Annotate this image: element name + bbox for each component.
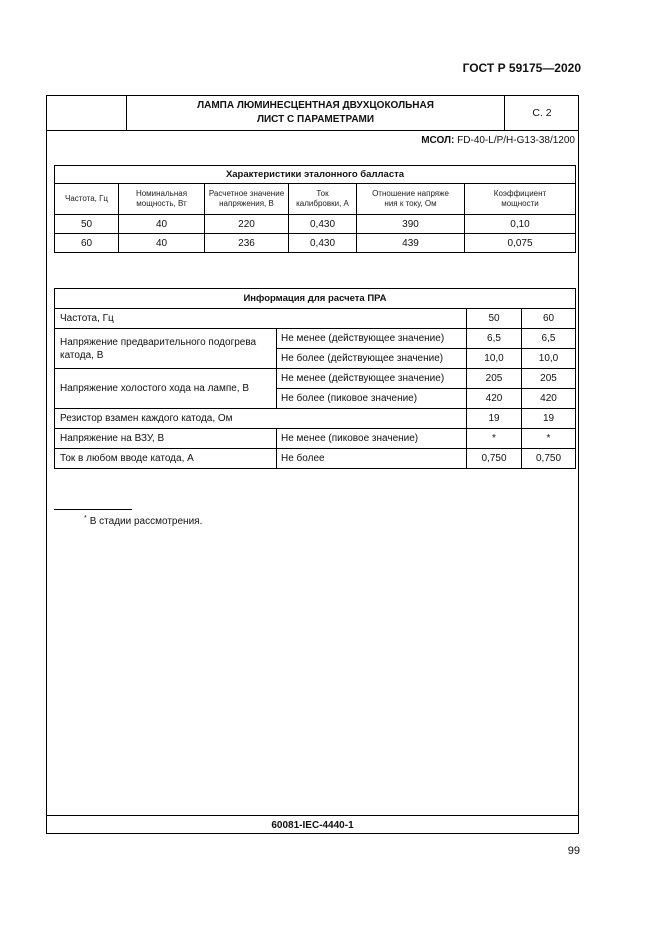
ballast-table-title: Характеристики эталонного балласта — [55, 166, 576, 184]
msol-value: FD-40-L/P/H-G13-38/1200 — [454, 135, 575, 146]
table-row — [55, 429, 576, 449]
col-header-power — [119, 184, 205, 215]
condition-cell: Не менее (пиковое значение) — [277, 429, 467, 449]
table-row — [55, 449, 576, 469]
footnote-divider — [54, 509, 132, 510]
header-line: напряжения, В — [219, 199, 274, 208]
table-row — [55, 309, 576, 329]
table-row — [55, 234, 576, 253]
table-cell: 40 — [119, 215, 205, 234]
table-row — [55, 369, 576, 389]
value-cell: * — [467, 429, 522, 449]
value-cell: 0,750 — [522, 449, 576, 469]
col-header-voltage — [205, 184, 289, 215]
footnote-mark: * — [84, 515, 87, 522]
open-circuit-voltage-label: Напряжение холостого хода на лампе, В — [55, 369, 277, 409]
value-cell: 6,5 — [467, 329, 522, 349]
header-line: Коэффициент — [493, 189, 547, 198]
footnote-text: В стадии рассмотрения. — [89, 516, 203, 527]
header-line: Отношение напряже — [372, 189, 449, 198]
header-line: калибровки, А — [296, 199, 349, 208]
value-cell: 420 — [467, 389, 522, 409]
ballast-table-header — [55, 184, 576, 215]
col-header-current — [289, 184, 357, 215]
sheet-frame — [46, 95, 579, 834]
vzu-voltage-label: Напряжение на ВЗУ, В — [55, 429, 277, 449]
table-cell: 0,10 — [465, 215, 576, 234]
value-cell: 19 — [522, 409, 576, 429]
header-line: мощности — [501, 199, 539, 208]
pra-table-title: Информация для расчета ПРА — [55, 289, 576, 309]
footnote — [84, 515, 202, 527]
table-cell: 0,430 — [289, 215, 357, 234]
frequency-label: Частота, Гц — [55, 309, 467, 329]
table-row — [55, 329, 576, 349]
condition-cell: Не менее (действующее значение) — [277, 329, 467, 349]
value-cell: 10,0 — [467, 349, 522, 369]
footer-code: 60081-IEC-4440-1 — [47, 815, 578, 834]
sheet-page: С. 2 — [532, 107, 552, 119]
frequency-50: 50 — [467, 309, 522, 329]
header-line: мощность, Вт — [136, 199, 187, 208]
table-cell: 50 — [55, 215, 119, 234]
value-cell: 420 — [522, 389, 576, 409]
sheet-title-line1: ЛАМПА ЛЮМИНЕСЦЕНТНАЯ ДВУХЦОКОЛЬНАЯ — [197, 100, 434, 111]
condition-cell: Не менее (действующее значение) — [277, 369, 467, 389]
cathode-current-label: Ток в любом вводе катода, А — [55, 449, 277, 469]
table-cell: 236 — [205, 234, 289, 253]
msol-designation — [421, 135, 575, 146]
table-cell: 0,075 — [465, 234, 576, 253]
value-cell: 0,750 — [467, 449, 522, 469]
pra-table — [54, 288, 576, 469]
table-cell: 40 — [119, 234, 205, 253]
table-cell: 390 — [357, 215, 465, 234]
table-cell: 220 — [205, 215, 289, 234]
table-row — [55, 215, 576, 234]
value-cell: 10,0 — [522, 349, 576, 369]
resistor-label: Резистор взамен каждого катода, Ом — [55, 409, 467, 429]
value-cell: 205 — [522, 369, 576, 389]
col-header-ratio — [357, 184, 465, 215]
value-cell: * — [522, 429, 576, 449]
preheat-voltage-label: Напряжение предварительного подогрева катода, В — [55, 329, 277, 369]
frequency-60: 60 — [522, 309, 576, 329]
condition-cell: Не более (пиковое значение) — [277, 389, 467, 409]
msol-label: МСОЛ: — [421, 135, 455, 146]
header-line: Номинальная — [135, 189, 188, 198]
col-header-frequency — [55, 184, 119, 215]
title-block — [47, 96, 578, 131]
page-number: 99 — [567, 845, 580, 857]
ballast-table — [54, 165, 576, 253]
sheet-title — [127, 96, 505, 130]
sheet-title-line2: ЛИСТ С ПАРАМЕТРАМИ — [256, 114, 375, 125]
standard-number: ГОСТ Р 59175—2020 — [462, 61, 581, 75]
header-line: Частота, Гц — [64, 194, 108, 203]
table-cell: 0,430 — [289, 234, 357, 253]
col-header-power-factor — [465, 184, 576, 215]
value-cell: 205 — [467, 369, 522, 389]
condition-cell: Не более (действующее значение) — [277, 349, 467, 369]
value-cell: 19 — [467, 409, 522, 429]
header-line: ния к току, Ом — [384, 199, 437, 208]
table-row — [55, 409, 576, 429]
header-line: Расчетное значение — [208, 189, 285, 198]
condition-cell: Не более — [277, 449, 467, 469]
value-cell: 6,5 — [522, 329, 576, 349]
header-line: Ток — [316, 189, 329, 198]
table-cell: 439 — [357, 234, 465, 253]
title-block-empty-cell — [47, 96, 127, 130]
table-cell: 60 — [55, 234, 119, 253]
